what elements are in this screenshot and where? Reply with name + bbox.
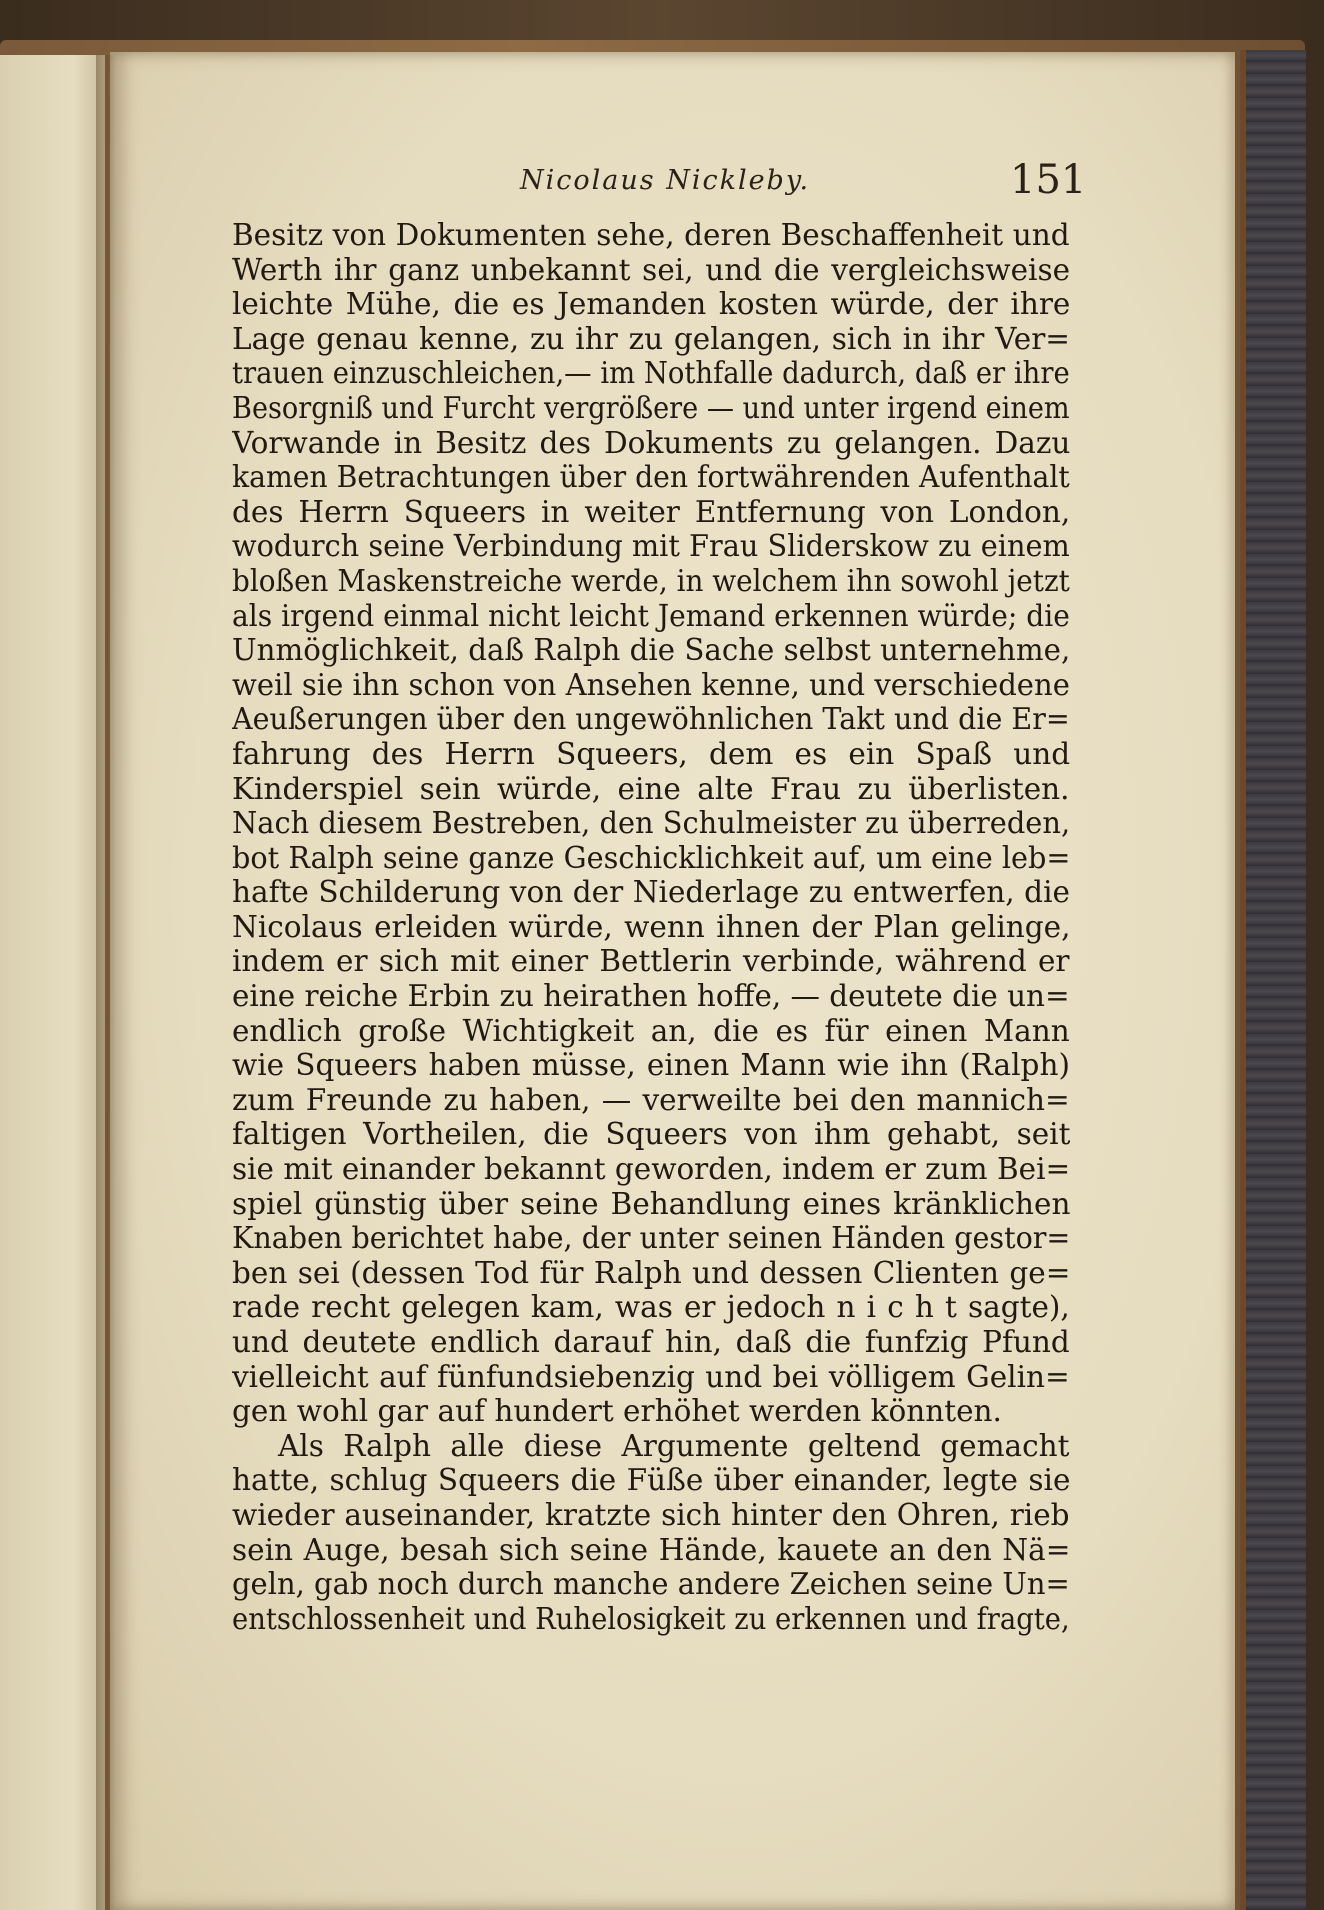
text-line: des Herrn Squeers in weiter Entfernung von London, <box>232 494 1070 529</box>
text-line: leichte Mühe, die es Jemanden kosten würde, der ihre <box>232 287 1070 322</box>
text-line: spiel günstig über seine Behandlung eines kränklichen <box>232 1186 1070 1221</box>
text-line: fahrung des Herrn Squeers, dem es ein Spaß und <box>232 736 1070 771</box>
text-line: endlich große Wichtigkeit an, die es für einen Mann <box>232 1013 1070 1048</box>
text-line: bloßen Maskenstreiche werde, in welchem ihn sowohl jetzt <box>232 563 1070 598</box>
text-line: hafte Schilderung von der Niederlage zu entwerfen, die <box>232 875 1070 910</box>
text-line: hatte, schlug Squeers die Füße über einander, legte sie <box>232 1463 1070 1498</box>
text-line: Nach diesem Bestreben, den Schulmeister zu überreden, <box>232 806 1070 841</box>
text-line: Aeußerungen über den ungewöhnlichen Takt und die Er= <box>232 702 1070 737</box>
cover-marbled-edge <box>1240 50 1306 1910</box>
text-line: zum Freunde zu haben, — verweilte bei den mannich= <box>232 1082 1070 1117</box>
text-line: faltigen Vortheilen, die Squeers von ihm gehabt, seit <box>232 1117 1070 1152</box>
text-line: wodurch seine Verbindung mit Frau Sliderskow zu einem <box>232 529 1070 564</box>
text-line: weil sie ihn schon von Ansehen kenne, und verschiedene <box>232 667 1070 702</box>
text-line: rade recht gelegen kam, was er jedoch n i c h t sagte), <box>232 1290 1070 1325</box>
text-line: Als Ralph alle diese Argumente geltend gemacht <box>278 1428 1070 1463</box>
text-line: Lage genau kenne, zu ihr zu gelangen, sich in ihr Ver= <box>232 321 1070 356</box>
text-line: wie Squeers haben müsse, einen Mann wie ihn (Ralph) <box>232 1048 1070 1083</box>
book-gutter <box>96 55 116 1910</box>
text-line: Knaben berichtet habe, der unter seinen Händen gestor= <box>232 1221 1070 1256</box>
text-line: Werth ihr ganz unbekannt sei, und die vergleichsweise <box>232 252 1070 287</box>
text-line: geln, gab noch durch manche andere Zeichen seine Un= <box>232 1567 1070 1602</box>
running-head: Nicolaus Nickleby. <box>520 165 811 196</box>
text-line: eine reiche Erbin zu heirathen hoffe, — deutete die un= <box>232 979 1070 1014</box>
left-page-edge <box>0 55 105 1910</box>
text-line: entschlossenheit und Ruhelosigkeit zu erkennen und fragte, <box>232 1601 1070 1636</box>
text-line: kamen Betrachtungen über den fortwährenden Aufenthalt <box>232 460 1070 495</box>
text-line: bot Ralph seine ganze Geschicklichkeit auf, um eine leb= <box>232 840 1070 875</box>
text-line: Vorwande in Besitz des Dokuments zu gelangen. Dazu <box>232 425 1070 460</box>
text-line: als irgend einmal nicht leicht Jemand erkennen würde; die <box>232 598 1070 633</box>
text-line: gen wohl gar auf hundert erhöhet werden könnten. <box>232 1394 1002 1429</box>
text-line: sie mit einander bekannt geworden, indem er zum Bei= <box>232 1152 1070 1187</box>
page-number: 151 <box>1010 157 1087 203</box>
text-line: Unmöglichkeit, daß Ralph die Sache selbst unternehme, <box>232 633 1070 668</box>
body-text <box>232 218 1070 1636</box>
text-line: sein Auge, besah sich seine Hände, kauete an den Nä= <box>232 1532 1070 1567</box>
text-line: wieder auseinander, kratzte sich hinter den Ohren, rieb <box>232 1497 1070 1532</box>
text-line: Besitz von Dokumenten sehe, deren Beschaffenheit und <box>232 218 1070 252</box>
text-line: ben sei (dessen Tod für Ralph und dessen Clienten ge= <box>232 1255 1070 1290</box>
text-line: indem er sich mit einer Bettlerin verbinde, während er <box>232 944 1070 979</box>
text-line: Kinderspiel sein würde, eine alte Frau zu überlisten. <box>232 771 1070 806</box>
text-line: und deutete endlich darauf hin, daß die funfzig Pfund <box>232 1325 1070 1359</box>
text-line: trauen einzuschleichen,— im Nothfalle dadurch, daß er ihre <box>232 356 1070 391</box>
text-line: vielleicht auf fünfundsiebenzig und bei völligem Gelin= <box>232 1359 1070 1394</box>
text-line: Nicolaus erleiden würde, wenn ihnen der Plan gelinge, <box>232 909 1070 944</box>
text-line: Besorgniß und Furcht vergrößere — und unter irgend einem <box>232 390 1070 425</box>
